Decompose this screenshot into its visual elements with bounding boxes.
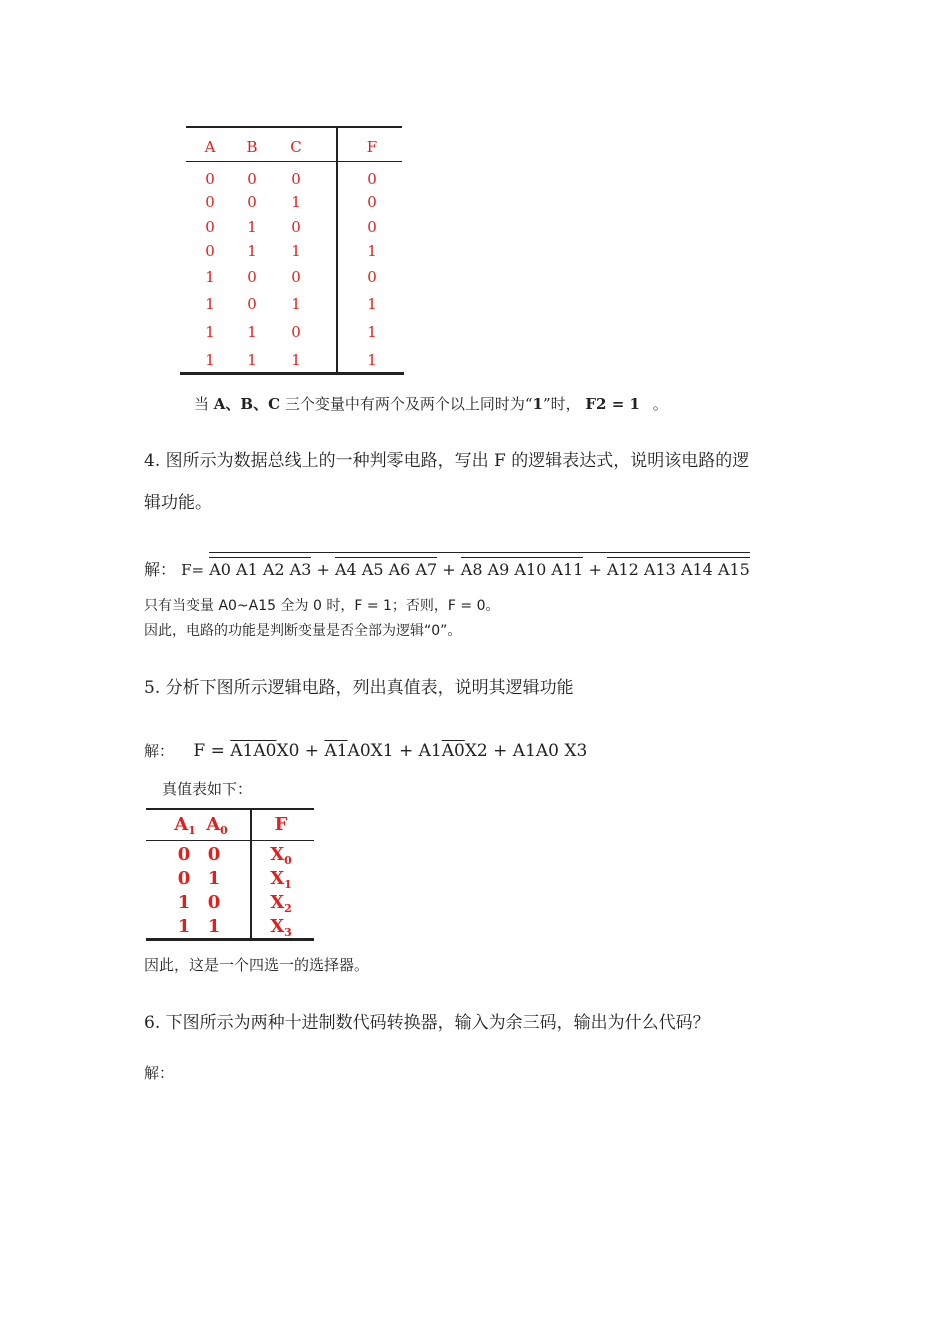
table-cell: 0	[207, 892, 221, 913]
table-cell: 1	[367, 351, 377, 369]
table-cell: 0	[177, 844, 191, 865]
x0: X0	[276, 741, 300, 761]
caption-text: 三个变量中有两个及两个以上同时为“	[284, 395, 533, 413]
table-cell: 0	[205, 218, 215, 236]
term-2: A4 A5 A6 A7	[335, 557, 437, 579]
header-a0-text: $A_0$	[206, 814, 228, 837]
caption-eq: F2 = 1	[585, 395, 640, 413]
table-cell: 1	[205, 351, 215, 369]
table-cell: 1	[247, 242, 257, 260]
table-cell: 1	[247, 323, 257, 341]
plus: +	[304, 741, 320, 761]
table-intro: 真值表如下：	[162, 780, 253, 798]
table-cell: 1	[367, 323, 377, 341]
caption-text: 当	[194, 395, 210, 413]
header-a1	[170, 814, 200, 837]
table-cell: 0	[207, 844, 221, 865]
formula-f: F =	[193, 741, 225, 761]
header-f: F	[274, 814, 288, 835]
truth-table-abc	[180, 124, 404, 376]
table-cell: 1	[205, 295, 215, 313]
q4-title: 4. 图所示为数据总线上的一种判零电路，写出 F 的逻辑表达式，说明该电路的逻	[144, 451, 750, 471]
table-cell: 1	[177, 892, 191, 913]
table-cell: 0	[247, 193, 257, 211]
table-cell: 0	[367, 193, 377, 211]
q6-title: 6. 下图所示为两种十进制数代码转换器，输入为余三码，输出为什么代码？	[144, 1013, 710, 1033]
caption-vars: A、B、C	[213, 395, 281, 413]
a0x1: A0X1	[347, 741, 394, 761]
table-cell: 1	[291, 295, 301, 313]
q5-formula	[144, 740, 587, 761]
table-cell: $X_0$	[270, 844, 292, 867]
table-cell: 0	[291, 218, 301, 236]
table-cell: 0	[367, 218, 377, 236]
table-cell: 0	[247, 170, 257, 188]
header-a0	[202, 814, 232, 837]
table-cell: 0	[367, 268, 377, 286]
q4-title-cont: 辑功能。	[144, 493, 212, 513]
truth-table-mux	[146, 806, 314, 942]
q5-title: 5. 分析下图所示逻辑电路，列出真值表，说明其逻辑功能	[144, 678, 574, 698]
term-1: A0 A1 A2 A3	[209, 557, 311, 579]
table-cell: $X_1$	[270, 868, 292, 891]
table-cell: 1	[291, 242, 301, 260]
table-cell: 0	[205, 193, 215, 211]
table-header-rule	[146, 840, 314, 841]
table-cell: 1	[247, 351, 257, 369]
formula-outer-bar	[209, 552, 750, 579]
table-cell: 0	[291, 323, 301, 341]
table-cell: 0	[291, 170, 301, 188]
plus: +	[442, 560, 456, 579]
table-cell: 1	[367, 242, 377, 260]
term-3: A8 A9 A10 A11	[461, 557, 584, 579]
table-cell: 1	[205, 323, 215, 341]
table-divider	[336, 128, 338, 374]
header-b: B	[246, 138, 258, 156]
table-cell: 1	[291, 193, 301, 211]
a1a0x3: A1A0 X3	[512, 741, 588, 761]
formula-f: F=	[181, 561, 205, 579]
table-cell: 1	[367, 295, 377, 313]
a1-bar: A1	[324, 741, 348, 761]
table-cell: 0	[247, 295, 257, 313]
table-cell: $X_2$	[270, 892, 292, 915]
header-a1-text: $A_1$	[174, 814, 196, 837]
a1: A1	[418, 741, 442, 761]
header-c: C	[290, 138, 302, 156]
table-bottom-rule	[180, 372, 404, 375]
table-cell: 1	[247, 218, 257, 236]
a1-bar: A1	[230, 741, 254, 761]
caption-text: ”时，	[542, 395, 581, 413]
plus: +	[493, 741, 508, 761]
q6-answer-label: 解：	[144, 1064, 175, 1082]
a0-bar: A0	[253, 741, 277, 761]
table-top-rule	[146, 808, 314, 810]
q4-line1: 只有当变量 A0~A15 全为 0 时，F = 1；否则，F = 0。	[144, 598, 500, 614]
answer-label: 解：	[144, 742, 175, 760]
table-cell: 0	[247, 268, 257, 286]
q5-conclusion: 因此，这是一个四选一的选择器。	[144, 956, 370, 974]
table1-caption	[194, 393, 668, 414]
a0-bar: A0	[441, 741, 465, 761]
table-cell: 1	[207, 916, 221, 937]
answer-label: 解：	[144, 560, 177, 579]
table-cell: $X_3$	[270, 916, 292, 939]
term-4: A12 A13 A14 A15	[607, 557, 750, 579]
table-top-rule	[186, 126, 402, 128]
plus: +	[398, 741, 414, 761]
table-cell: 1	[207, 868, 221, 889]
x2: X2	[464, 741, 488, 761]
header-a: A	[204, 138, 216, 156]
table-cell: 1	[177, 916, 191, 937]
table-cell: 0	[177, 868, 191, 889]
header-f: F	[366, 138, 378, 156]
caption-tail: 。	[652, 395, 668, 413]
q4-line2: 因此，电路的功能是判断变量是否全部为逻辑“0”。	[144, 623, 462, 639]
table-cell: 0	[205, 242, 215, 260]
table-cell: 1	[291, 351, 301, 369]
table-cell: 0	[367, 170, 377, 188]
plus: +	[316, 560, 330, 579]
table-cell: 0	[291, 268, 301, 286]
q4-formula	[144, 552, 750, 580]
caption-one: 1	[532, 395, 543, 413]
table-header-rule	[186, 161, 402, 162]
table-cell: 1	[205, 268, 215, 286]
plus: +	[588, 560, 602, 579]
table-cell: 0	[205, 170, 215, 188]
table-divider	[250, 810, 252, 940]
